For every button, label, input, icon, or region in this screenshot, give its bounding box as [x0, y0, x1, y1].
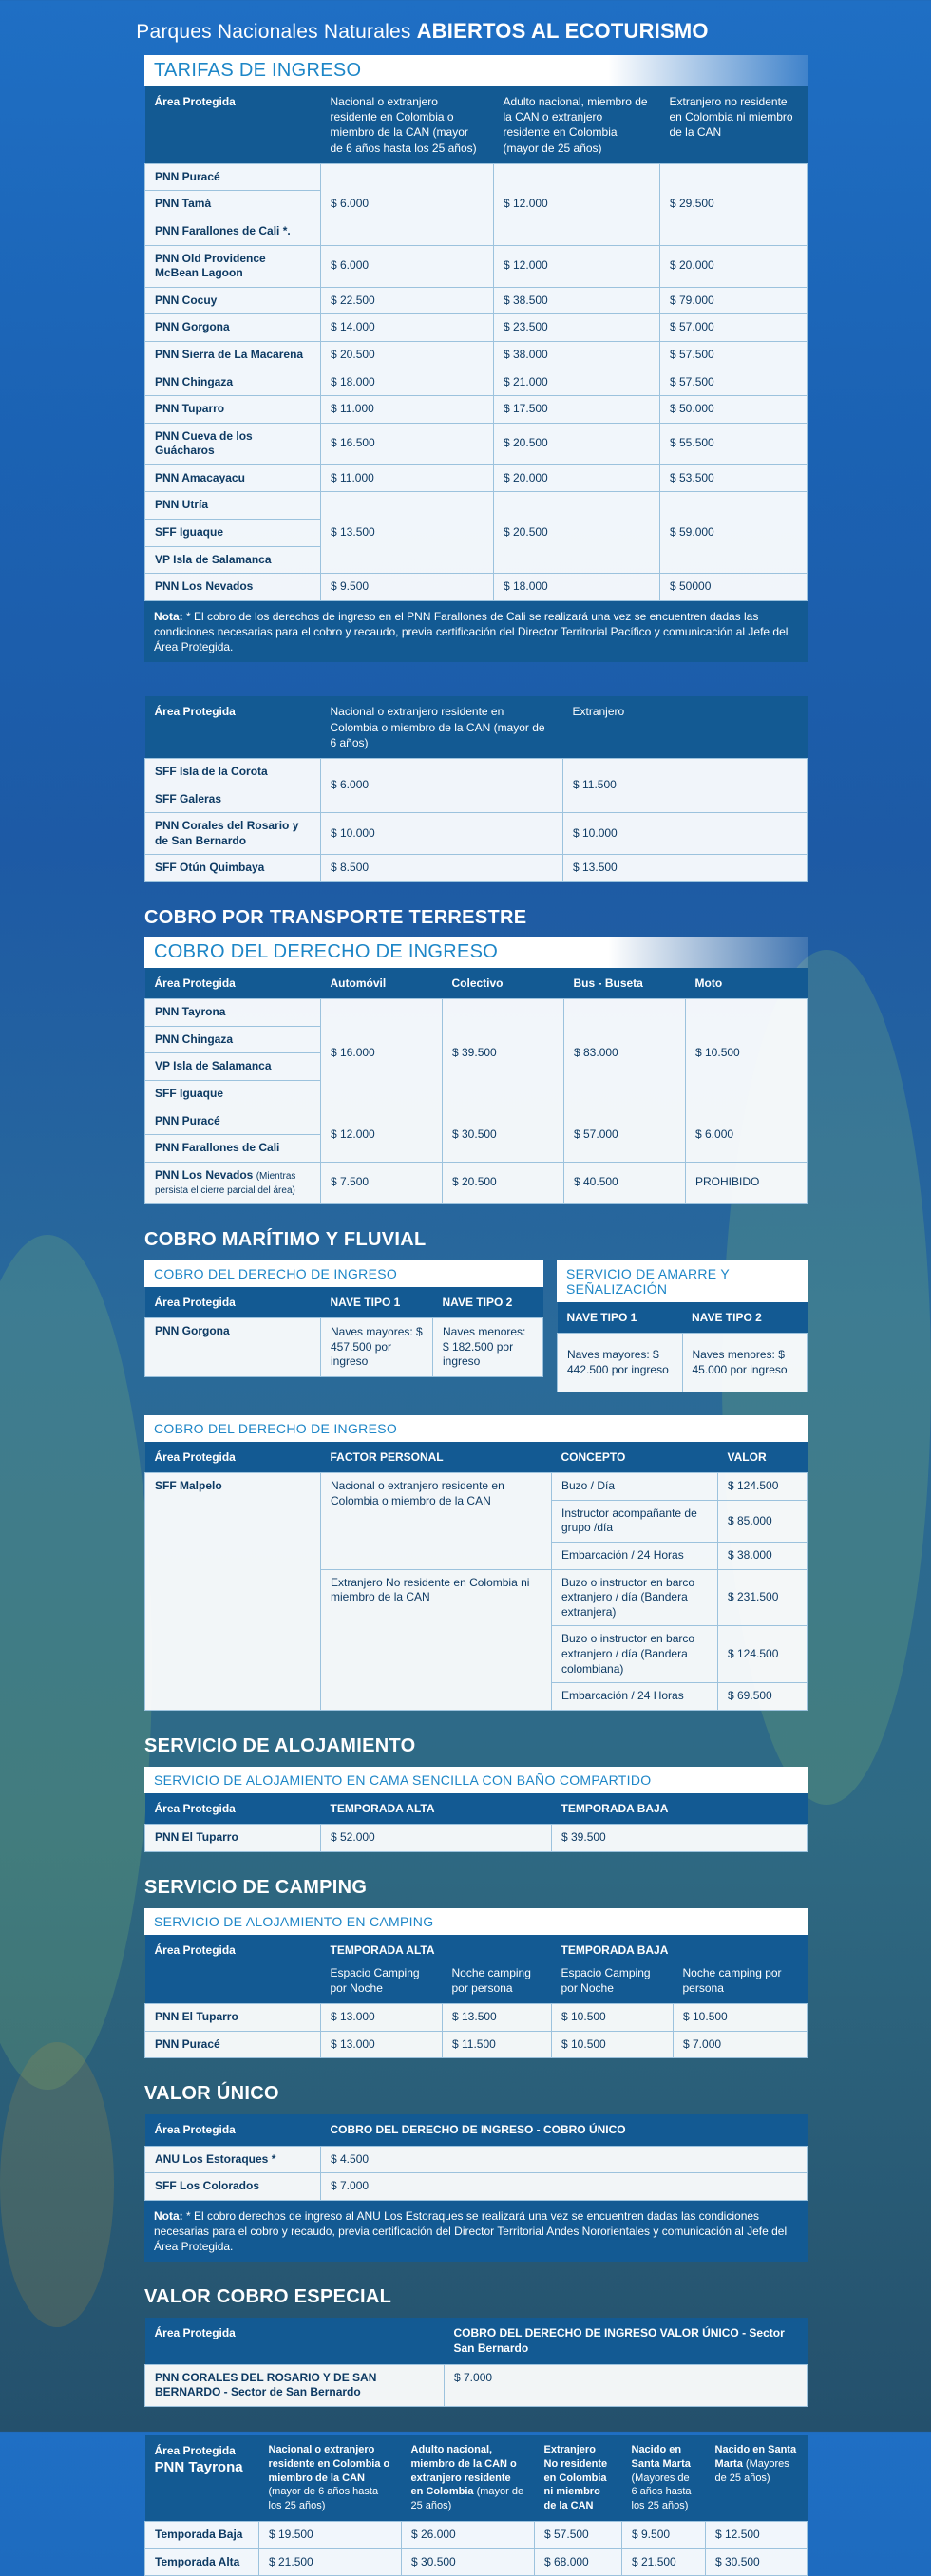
value-cell: $ 30.500 — [443, 1108, 564, 1162]
value-cell: $ 50.000 — [660, 396, 808, 424]
area-name: PNN Old Providence McBean Lagoon — [145, 245, 321, 287]
table-row — [145, 245, 808, 287]
maritimo-header: Área Protegida — [145, 1287, 321, 1318]
value-cell: $ 20.500 — [443, 1162, 564, 1203]
area-name: PNN Gorgona — [145, 314, 321, 342]
tarifas2-header: Nacional o extranjero residente en Colombia o miembro de la CAN (mayor de 6 años) — [321, 696, 563, 758]
table-row — [145, 1473, 808, 1501]
value-cell: $ 21.500 — [622, 2548, 706, 2576]
table-row — [145, 163, 808, 191]
area-name: PNN Utría — [145, 492, 321, 520]
value-cell: $ 79.000 — [660, 287, 808, 314]
tarifas-header: Extranjero no residente en Colombia ni miembro de la CAN — [660, 86, 808, 163]
table-row — [145, 2173, 808, 2201]
value-cell: $ 124.500 — [718, 1473, 808, 1501]
value-cell: $ 9.500 — [321, 574, 494, 601]
value-cell: $ 57.000 — [660, 314, 808, 342]
area-name: PNN Amacayacu — [145, 464, 321, 492]
area-name: PNN Tayrona — [145, 999, 321, 1027]
concept-cell: Buzo / Día — [552, 1473, 718, 1501]
value-cell: $ 231.500 — [718, 1569, 808, 1626]
maritimo-section-title: COBRO MARÍTIMO Y FLUVIAL — [144, 1228, 427, 1250]
value-cell: $ 12.000 — [494, 163, 660, 245]
unico-header: COBRO DEL DERECHO DE INGRESO - COBRO ÚNICO — [321, 2114, 808, 2146]
table-row — [145, 287, 808, 314]
table-row — [145, 314, 808, 342]
value-cell: Naves menores: $ 45.000 por ingreso — [682, 1334, 808, 1392]
area-name: PNN Tamá — [145, 191, 321, 218]
camping-header: TEMPORADA BAJA — [552, 1935, 808, 1965]
value-cell: Naves mayores: $ 457.500 por ingreso — [321, 1318, 433, 1377]
value-cell: $ 20.500 — [494, 423, 660, 464]
value-cell: $ 7.500 — [321, 1162, 443, 1203]
area-name: PNN Puracé — [145, 163, 321, 191]
unico-header: Área Protegida — [145, 2114, 321, 2146]
tayrona-table — [144, 2435, 808, 2576]
maritimo-header: NAVE TIPO 1 — [321, 1287, 433, 1318]
value-cell: $ 6.000 — [321, 758, 563, 812]
camping-section-title: SERVICIO DE CAMPING — [144, 1876, 368, 1898]
value-cell: $ 83.000 — [564, 999, 686, 1108]
value-cell: $ 52.000 — [321, 1824, 552, 1851]
camping-header: Área Protegida — [145, 1935, 321, 1965]
area-name: PNN Gorgona — [145, 1318, 321, 1377]
factor-cell: Extranjero No residente en Colombia ni miembro de la CAN — [321, 1569, 552, 1710]
value-cell: $ 20.000 — [660, 245, 808, 287]
value-cell: $ 6.000 — [686, 1108, 808, 1162]
value-cell: $ 13.000 — [321, 2031, 443, 2058]
value-cell: $ 7.000 — [445, 2364, 808, 2406]
tarifas-header: Nacional o extranjero residente en Colombia o miembro de la CAN (mayor de 6 años hasta los 25 años) — [321, 86, 494, 163]
value-cell: $ 53.500 — [660, 464, 808, 492]
maritimo-left-table — [144, 1287, 543, 1377]
table-row — [145, 369, 808, 396]
tayrona-header: Adulto nacional, miembro de la CAN o extranjero residente en Colombia (mayor de 25 años) — [402, 2435, 535, 2522]
tarifas2-header-row — [145, 696, 808, 758]
camping-header: TEMPORADA ALTA — [321, 1935, 552, 1965]
value-cell: $ 38.500 — [494, 287, 660, 314]
area-name: PNN Chingaza — [145, 369, 321, 396]
value-cell: $ 22.500 — [321, 287, 494, 314]
malpelo-title: COBRO DEL DERECHO DE INGRESO — [144, 1415, 808, 1442]
content — [136, 0, 808, 2576]
area-name: PNN Cocuy — [145, 287, 321, 314]
value-cell: $ 39.500 — [443, 999, 564, 1108]
table-row — [145, 423, 808, 464]
camping-subheader: Noche camping por persona — [674, 1965, 808, 2004]
value-cell: $ 11.000 — [321, 464, 494, 492]
page-title — [0, 0, 845, 44]
maritimo-right-table — [557, 1302, 808, 1392]
area-name: PNN Farallones de Cali — [145, 1135, 321, 1163]
table-row — [145, 758, 808, 786]
value-cell: $ 9.500 — [622, 2522, 706, 2549]
table-row — [145, 2364, 808, 2406]
title-prefix: Parques Nacionales Naturales — [136, 21, 411, 43]
value-cell: $ 57.000 — [564, 1108, 686, 1162]
value-cell: $ 4.500 — [321, 2146, 808, 2173]
area-name: PNN Chingaza — [145, 1026, 321, 1053]
area-name: PNN El Tuparro — [145, 2004, 321, 2032]
value-cell: $ 14.000 — [321, 314, 494, 342]
value-cell: $ 38.000 — [718, 1543, 808, 1570]
value-cell: $ 10.000 — [563, 813, 808, 855]
area-name: PNN Puracé — [145, 2031, 321, 2058]
table-row — [145, 999, 808, 1027]
tarifas2-header: Área Protegida — [145, 696, 321, 758]
area-name: SFF Malpelo — [145, 1473, 321, 1711]
value-cell: $ 10.000 — [321, 813, 563, 855]
note-label: Nota: — [154, 609, 183, 623]
area-name: SFF Isla de la Corota — [145, 758, 321, 786]
title-main: ABIERTOS AL ECOTURISMO — [416, 19, 709, 43]
value-cell: $ 50000 — [660, 574, 808, 601]
unico-section-title: VALOR ÚNICO — [144, 2083, 279, 2105]
value-cell: $ 11.000 — [321, 396, 494, 424]
concept-cell: Embarcación / 24 Horas — [552, 1543, 718, 1570]
table-row — [145, 492, 808, 520]
alojamiento-title: SERVICIO DE ALOJAMIENTO EN CAMA SENCILLA CON BAÑO COMPARTIDO — [144, 1767, 808, 1793]
value-cell: $ 57.500 — [660, 369, 808, 396]
value-cell: $ 18.000 — [321, 369, 494, 396]
alojamiento-section-title: SERVICIO DE ALOJAMIENTO — [144, 1734, 416, 1756]
area-name: VP Isla de Salamanca — [145, 546, 321, 574]
area-name: PNN Sierra de La Macarena — [145, 341, 321, 369]
value-cell: $ 19.500 — [259, 2522, 402, 2549]
value-cell: $ 10.500 — [552, 2004, 674, 2032]
area-name: SFF Otún Quimbaya — [145, 855, 321, 882]
area-name: PNN Los Nevados (Mientras persista el cierre parcial del área) — [145, 1162, 321, 1203]
note-text: * El cobro de los derechos de ingreso en el PNN Farallones de Cali se realizará una vez se encuentren dadas las condiciones necesarias para el cobro y recaudo, previa certificación del Director Territorial Pacífico y comunicación al Jefe del Área Protegida. — [154, 609, 788, 654]
value-cell: $ 12.000 — [494, 245, 660, 287]
value-cell: $ 21.000 — [494, 369, 660, 396]
camping-subheader: Espacio Camping por Noche — [552, 1965, 674, 2004]
factor-cell: Nacional o extranjero residente en Colombia o miembro de la CAN — [321, 1473, 552, 1569]
tarifas-note — [144, 601, 808, 663]
value-cell: $ 20.500 — [494, 492, 660, 574]
camping-title: SERVICIO DE ALOJAMIENTO EN CAMPING — [144, 1908, 808, 1935]
season-name: Temporada Alta — [145, 2548, 259, 2576]
concept-cell: Buzo o instructor en barco extranjero / día (Bandera extranjera) — [552, 1569, 718, 1626]
note-label: Nota: — [154, 2208, 183, 2223]
value-cell: $ 40.500 — [564, 1162, 686, 1203]
value-cell: $ 13.500 — [563, 855, 808, 882]
camping-subheader: Espacio Camping por Noche — [321, 1965, 443, 2004]
table-row — [145, 855, 808, 882]
tayrona-header-area: Área Protegida PNN Tayrona — [145, 2435, 259, 2522]
camping-table — [144, 1935, 808, 2059]
table-row — [145, 2004, 808, 2032]
unico-note — [144, 2201, 808, 2263]
value-cell: $ 68.000 — [535, 2548, 622, 2576]
maritimo-header: NAVE TIPO 2 — [433, 1287, 543, 1318]
alojamiento-table — [144, 1793, 808, 1852]
malpelo-header: FACTOR PERSONAL — [321, 1442, 552, 1473]
value-cell: $ 23.500 — [494, 314, 660, 342]
tayrona-header: Extranjero No residente en Colombia ni miembro de la CAN — [535, 2435, 622, 2522]
alojamiento-header: TEMPORADA ALTA — [321, 1793, 552, 1825]
value-cell: $ 69.500 — [718, 1683, 808, 1711]
area-name: VP Isla de Salamanca — [145, 1053, 321, 1081]
area-name: SFF Iguaque — [145, 520, 321, 547]
area-name: PNN Los Nevados — [145, 574, 321, 601]
value-cell: $ 8.500 — [321, 855, 563, 882]
table-row — [145, 813, 808, 855]
table-row — [145, 396, 808, 424]
value-cell: PROHIBIDO — [686, 1162, 808, 1203]
table-row — [145, 464, 808, 492]
value-cell: $ 10.500 — [552, 2031, 674, 2058]
tarifas-title: TARIFAS DE INGRESO — [144, 55, 808, 86]
value-cell: $ 38.000 — [494, 341, 660, 369]
value-cell: $ 16.000 — [321, 999, 443, 1108]
maritimo-tables — [144, 1260, 808, 1392]
terrestre-header: Automóvil — [321, 968, 443, 999]
especial-table — [144, 2318, 808, 2407]
value-cell: $ 11.500 — [563, 758, 808, 812]
value-cell: $ 20.500 — [321, 341, 494, 369]
maritimo-header: NAVE TIPO 1 — [558, 1302, 683, 1334]
value-cell: $ 29.500 — [660, 163, 808, 245]
area-name: PNN Tuparro — [145, 396, 321, 424]
value-cell: $ 12.500 — [706, 2522, 808, 2549]
tayrona-header: Nacional o extranjero residente en Colombia o miembro de la CAN (mayor de 6 años hasta los 25 años) — [259, 2435, 402, 2522]
table-row — [145, 1108, 808, 1135]
tayrona-header: Nacido en Santa Marta (Mayores de 6 años hasta los 25 años) — [622, 2435, 706, 2522]
area-name: PNN Puracé — [145, 1108, 321, 1135]
alojamiento-header: TEMPORADA BAJA — [552, 1793, 808, 1825]
value-cell: $ 13.000 — [321, 2004, 443, 2032]
value-cell: $ 12.000 — [321, 1108, 443, 1162]
tarifas2-table — [144, 696, 808, 882]
malpelo-header: Área Protegida — [145, 1442, 321, 1473]
tarifas-header: Adulto nacional, miembro de la CAN o extranjero residente en Colombia (mayor de 25 años) — [494, 86, 660, 163]
value-cell: Naves mayores: $ 442.500 por ingreso — [558, 1334, 683, 1392]
value-cell: $ 16.500 — [321, 423, 494, 464]
value-cell: $ 57.500 — [660, 341, 808, 369]
value-cell: $ 6.000 — [321, 245, 494, 287]
maritimo-right-title: SERVICIO DE AMARRE Y SEÑALIZACIÓN — [557, 1260, 808, 1302]
table-row — [145, 2031, 808, 2058]
seaweed-decoration-left — [0, 1235, 152, 2090]
note-text: * El cobro derechos de ingreso al ANU Los Estoraques se realizará una vez se encuentren dadas las condiciones necesarias para el cobro y recaudo, previa certificación del Director Territorial Andes Nororientales y comunicación al Jefe del Área Protegida. — [154, 2208, 788, 2254]
value-cell: $ 10.500 — [686, 999, 808, 1108]
area-name: PNN Cueva de los Guácharos — [145, 423, 321, 464]
table-row — [145, 1318, 543, 1377]
value-cell: $ 55.500 — [660, 423, 808, 464]
table-row — [145, 2548, 808, 2576]
tarifas-header-row — [145, 86, 808, 163]
terrestre-header: Bus - Buseta — [564, 968, 686, 999]
terrestre-header: Área Protegida — [145, 968, 321, 999]
coral-decoration — [0, 2042, 114, 2327]
especial-header: Área Protegida — [145, 2318, 445, 2364]
tarifas-table — [144, 86, 808, 601]
table-row — [145, 574, 808, 601]
malpelo-header: CONCEPTO — [552, 1442, 718, 1473]
terrestre-header: Colectivo — [443, 968, 564, 999]
area-name: PNN Corales del Rosario y de San Bernardo — [145, 813, 321, 855]
maritimo-left-title: COBRO DEL DERECHO DE INGRESO — [144, 1260, 543, 1287]
season-name: Temporada Baja — [145, 2522, 259, 2549]
malpelo-header: VALOR — [718, 1442, 808, 1473]
especial-section-title: VALOR COBRO ESPECIAL — [144, 2286, 392, 2308]
value-cell: $ 17.500 — [494, 396, 660, 424]
area-name: PNN El Tuparro — [145, 1824, 321, 1851]
value-cell: $ 13.500 — [321, 492, 494, 574]
value-cell: $ 10.500 — [674, 2004, 808, 2032]
value-cell: $ 30.500 — [706, 2548, 808, 2576]
terrestre-section-title: COBRO POR TRANSPORTE TERRESTRE — [144, 906, 527, 928]
concept-cell: Buzo o instructor en barco extranjero / día (Bandera colombiana) — [552, 1626, 718, 1683]
table-row — [145, 1162, 808, 1203]
value-cell: $ 11.500 — [443, 2031, 552, 2058]
especial-header: COBRO DEL DERECHO DE INGRESO VALOR ÚNICO - Sector San Bernardo — [445, 2318, 808, 2364]
terrestre-header-row — [145, 968, 808, 999]
concept-cell: Embarcación / 24 Horas — [552, 1683, 718, 1711]
value-cell: $ 59.000 — [660, 492, 808, 574]
tarifas2-header: Extranjero — [563, 696, 808, 758]
tayrona-header: Nacido en Santa Marta (Mayores de 25 años) — [706, 2435, 808, 2522]
tarifas-header: Área Protegida — [145, 86, 321, 163]
area-name: PNN CORALES DEL ROSARIO Y DE SAN BERNARDO - Sector de San Bernardo — [145, 2364, 445, 2406]
value-cell: $ 30.500 — [402, 2548, 535, 2576]
concept-cell: Instructor acompañante de grupo /día — [552, 1500, 718, 1542]
value-cell: $ 7.000 — [321, 2173, 808, 2201]
area-name: SFF Los Colorados — [145, 2173, 321, 2201]
value-cell: $ 21.500 — [259, 2548, 402, 2576]
malpelo-table — [144, 1442, 808, 1711]
value-cell: Naves menores: $ 182.500 por ingreso — [433, 1318, 543, 1377]
value-cell: $ 20.000 — [494, 464, 660, 492]
table-row — [558, 1334, 808, 1392]
table-row — [145, 341, 808, 369]
area-name: ANU Los Estoraques * — [145, 2146, 321, 2173]
alojamiento-header: Área Protegida — [145, 1793, 321, 1825]
unico-table — [144, 2114, 808, 2200]
value-cell: $ 6.000 — [321, 163, 494, 245]
area-name: SFF Galeras — [145, 786, 321, 813]
table-row — [145, 1824, 808, 1851]
area-name: PNN Farallones de Cali *. — [145, 218, 321, 245]
camping-subheader: Noche camping por persona — [443, 1965, 552, 2004]
maritimo-header: NAVE TIPO 2 — [682, 1302, 808, 1334]
terrestre-table — [144, 968, 808, 1204]
area-name: SFF Iguaque — [145, 1080, 321, 1108]
value-cell: $ 7.000 — [674, 2031, 808, 2058]
terrestre-title: COBRO DEL DERECHO DE INGRESO — [144, 937, 808, 968]
value-cell: $ 18.000 — [494, 574, 660, 601]
value-cell: $ 39.500 — [552, 1824, 808, 1851]
terrestre-header: Moto — [686, 968, 808, 999]
table-row — [145, 2146, 808, 2173]
value-cell: $ 85.000 — [718, 1500, 808, 1542]
value-cell: $ 57.500 — [535, 2522, 622, 2549]
value-cell: $ 26.000 — [402, 2522, 535, 2549]
value-cell: $ 13.500 — [443, 2004, 552, 2032]
value-cell: $ 124.500 — [718, 1626, 808, 1683]
table-row — [145, 2522, 808, 2549]
